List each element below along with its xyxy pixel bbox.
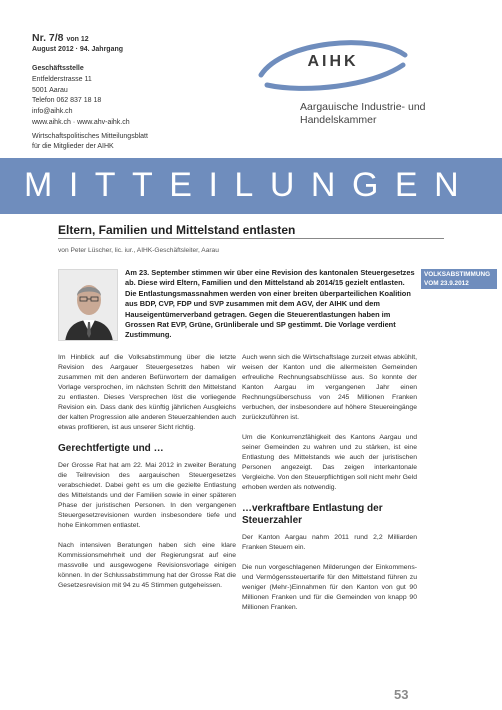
article-lead: Am 23. September stimmen wir über eine Revision des kantonalen Steuergesetzes ab. Diese wird Eltern, Familien und den Mittelstand ab 2014/15 gezielt entlasten. Die Entlastungsmassnahmen werden von einer breiten überparteilichen Koalition aus BDP, CVP, FDP und SVP zusammen mit dem AGV, der AIHK und dem Hauseigentümerverband getragen. Gegen die Steuerentlastungen haben im Grossen Rat EVP, Grüne, Grünliberale und SP gestimmt. Die Vorlage verdient Zustimmung. (125, 268, 415, 340)
aihk-logo (253, 35, 413, 93)
logo-text: AIHK (307, 53, 359, 70)
headline-rule (58, 238, 444, 239)
office-email[interactable]: info@aihk.ch (32, 108, 73, 116)
article-byline: von Peter Lüscher, lic. iur., AIHK-Geschäftsleiter, Aarau (58, 247, 219, 254)
right-paragraph-2: Um die Konkurrenzfähigkeit des Kantons Aargau und seiner Gemeinden zu wahren und zu stärken, ist eine Entlastung des Mittelstands wie auch der juristischen Personen angezeigt. Das zeigen interkantonale Vergleiche. Von den Steuerpflichtigen soll nicht mehr Geld erhoben werden als notwendig. (242, 434, 417, 491)
issue-date: August 2012 · 94. Jahrgang (32, 46, 124, 53)
issue-label: Nr. 7/8 (32, 32, 64, 44)
issue-suffix: von 12 (66, 36, 89, 43)
page-number: 53 (394, 687, 409, 702)
office-street: Entfelderstrasse 11 (32, 75, 92, 83)
right-subheading: …verkraftbare Entlastung der Steuerzahler (242, 503, 383, 526)
organisation-name (300, 101, 426, 127)
portrait-image (59, 270, 118, 341)
right-paragraph-4: Die nun vorgeschlagenen Milderungen der Einkommens- und Vermögenssteuertarife für den Mittelstand führen zu weniger (Mehr-)Einnahmen für den Kanton von gut 90 Millionen Franken und für die Gemeinden von knapp 90 Millionen Franken. (242, 564, 417, 611)
office-web[interactable]: www.aihk.ch · www.ahv-aihk.ch (32, 118, 130, 126)
publication-blurb (32, 132, 148, 152)
vote-tag-line-2: VOM 23.9.2012 (424, 280, 469, 287)
blurb-line-1: Wirtschaftspolitisches Mitteilungsblatt (32, 133, 148, 140)
title-banner (0, 158, 502, 214)
article-headline: Eltern, Familien und Mittelstand entlasten (58, 223, 296, 237)
vote-tag-line-1: VOLKSABSTIMMUNG (424, 271, 491, 278)
office-city: 5001 Aarau (32, 86, 68, 94)
right-paragraph-1: Auch wenn sich die Wirtschaftslage zurzeit etwas abkühlt, weisen der Kanton und die allermeisten Gemeinden erfreuliche Rechnungsabschlüsse aus. So konnte der Kanton Aargau im vergangenen Jahr einen Rechnungsüberschuss von 245 Millionen Franken verbuchen, der insbesondere auf höhere Steuereingänge zurückzuführen ist. (242, 354, 417, 421)
left-subheading: Gerechtfertigte und … (58, 443, 164, 454)
address-block (32, 64, 130, 129)
left-paragraph-3: Nach intensiven Beratungen haben sich eine klare Kommissionsmehrheit und der Regierungsrat auf eine massvolle und ausgewogene Revisionsvorlage einigen können. In der Schlussabstimmung hat der Grosse Rat die Gesetzesrevision mit 94 zu 45 Stimmen gutgeheissen. (58, 542, 236, 589)
blurb-line-2: für die Mitglieder der AIHK (32, 143, 114, 150)
left-paragraph-2: Der Grosse Rat hat am 22. Mai 2012 in zweiter Beratung die Teilrevision des aargauischen Steuergesetzes verabschiedet. Dabei geht es um die gezielte Entlastung des Mittelstands und der Familien sowie in einer späteren Phase der juristischen Personen. In den vergangenen Steuergesetzrevisionen wurden insbesondere tiefe und hohe Einkommen entlastet. (58, 462, 236, 529)
office-label: Geschäftsstelle (32, 65, 84, 72)
right-paragraph-3: Der Kanton Aargau nahm 2011 rund 2,2 Milliarden Franken Steuern ein. (242, 534, 417, 551)
issue-number (32, 32, 89, 44)
author-photo (58, 269, 118, 341)
left-paragraph-1: Im Hinblick auf die Volksabstimmung über die letzte Revision des Aargauer Steuergesetzes haben wir zusammen mit den anderen Befürwortern der damaligen Vorlage versprochen, im nächsten Schritt den Mittelstand zu entlasten. Dieses Versprechen löst die vorliegende Revision ein. Dass dank des künftig jährlichen Ausgleichs der kalten Progression alle anderen Steuerzahlenden auch etwas profitieren, ist aus unserer Sicht richtig. (58, 354, 236, 431)
column-left (58, 353, 236, 601)
column-right (242, 353, 417, 623)
vote-tag (421, 269, 497, 289)
org-line-1: Aargauische Industrie- und (300, 101, 426, 113)
office-phone: Telefon 062 837 18 18 (32, 97, 102, 105)
org-line-2: Handelskammer (300, 114, 377, 126)
banner-title: MITTEILUNGEN (24, 166, 476, 204)
